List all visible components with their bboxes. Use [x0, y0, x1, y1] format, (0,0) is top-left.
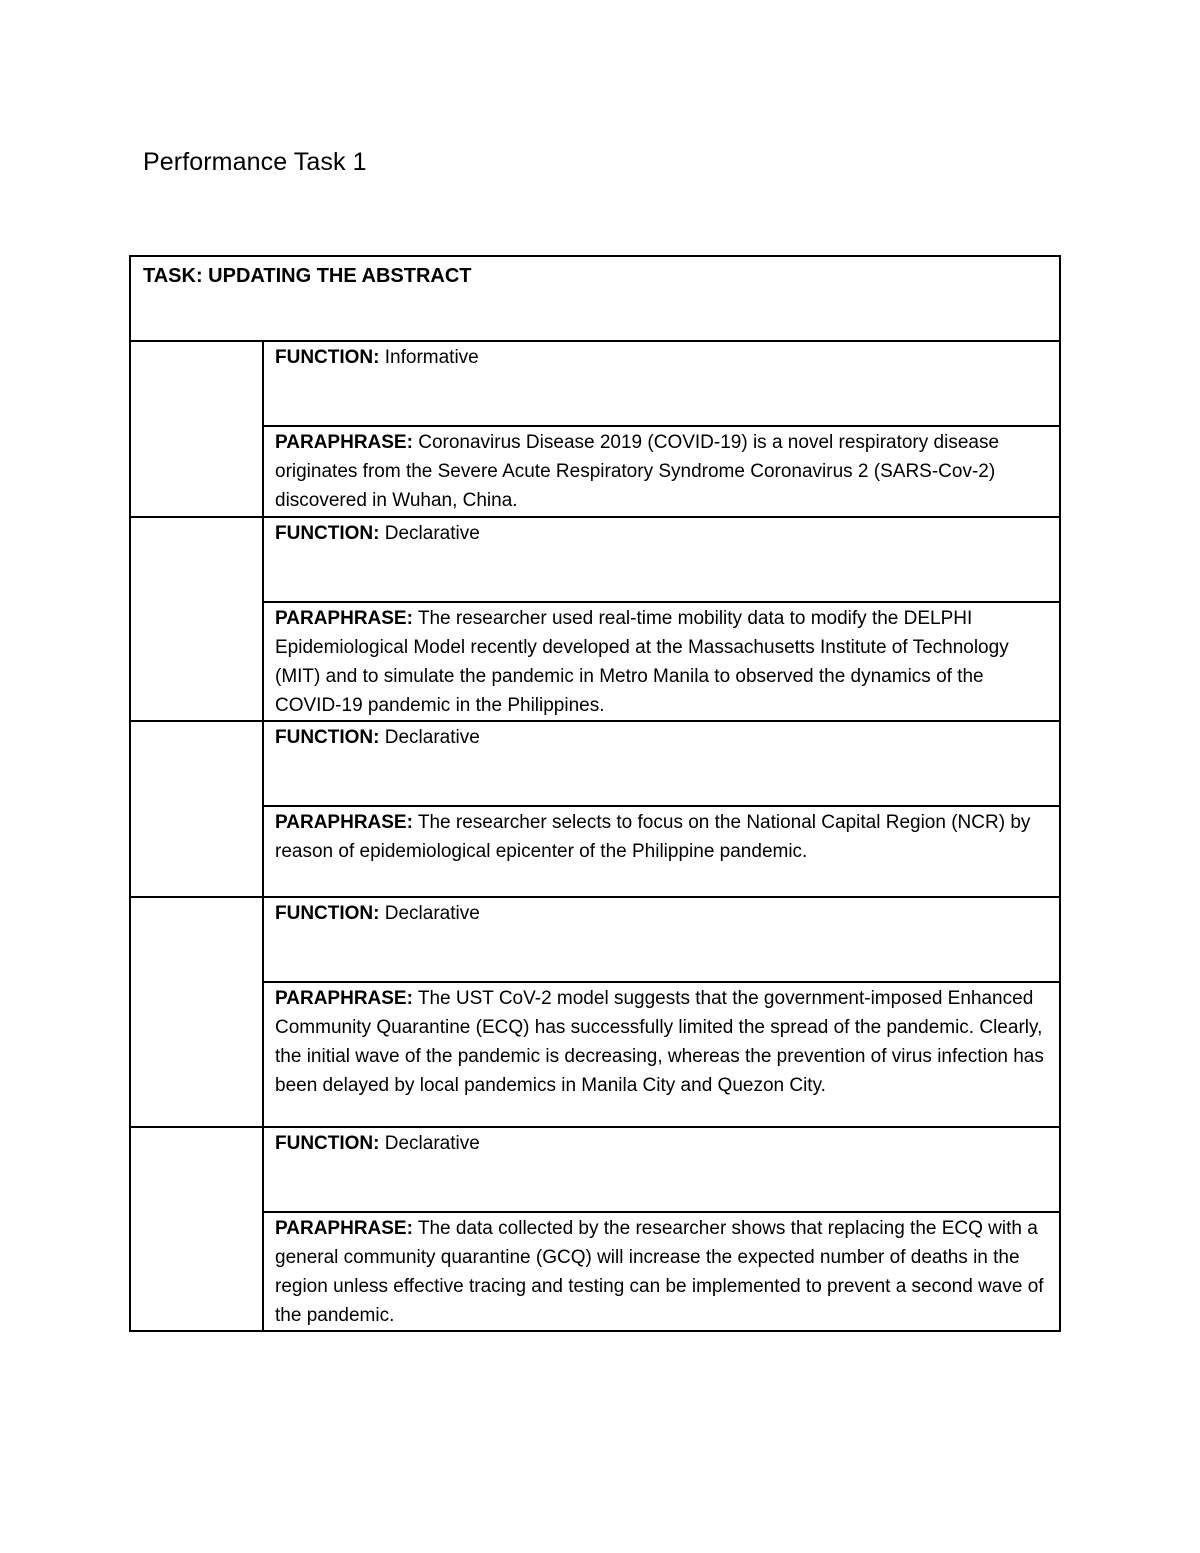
paraphrase-label: PARAPHRASE: [275, 1218, 413, 1239]
function-cell [263, 897, 1060, 982]
table-row [130, 982, 1060, 1127]
paraphrase-cell [263, 806, 1060, 897]
row-label-cell [130, 897, 263, 1127]
paraphrase-value: Coronavirus Disease 2019 (COVID-19) is a novel respiratory disease originates from the Severe Acute Respiratory Syndrome Coronavirus 2 (SARS-Cov-2) discovered in Wuhan, China. [275, 432, 1000, 511]
table-row [130, 1212, 1060, 1331]
function-label: FUNCTION: [275, 523, 380, 544]
table-row [130, 897, 1060, 982]
function-label: FUNCTION: [275, 727, 380, 748]
paraphrase-cell [263, 426, 1060, 517]
function-label: FUNCTION: [275, 903, 380, 924]
function-label: FUNCTION: [275, 1133, 380, 1154]
paraphrase-cell [263, 602, 1060, 721]
page-title: Performance Task 1 [143, 148, 367, 176]
function-cell [263, 1127, 1060, 1212]
function-cell [263, 721, 1060, 806]
function-value: Informative [384, 347, 479, 368]
function-value: Declarative [384, 1133, 480, 1154]
function-value: Declarative [384, 523, 480, 544]
table-row [130, 806, 1060, 897]
paraphrase-label: PARAPHRASE: [275, 432, 413, 453]
paraphrase-value: The UST CoV-2 model suggests that the government-imposed Enhanced Community Quarantine (ECQ) has successfully limited the spread of the pandemic. Clearly, the initial wave of the pandemic is decreasing, whereas the prevention of virus infection has been delayed by local pandemics in Manila City and Quezon City. [275, 988, 1044, 1096]
table-header-row [130, 256, 1060, 341]
function-label: FUNCTION: [275, 347, 380, 368]
paraphrase-label: PARAPHRASE: [275, 812, 413, 833]
row-label-cell [130, 341, 263, 517]
function-value: Declarative [384, 727, 480, 748]
paraphrase-cell [263, 982, 1060, 1127]
table-row [130, 341, 1060, 426]
row-label-cell [130, 517, 263, 721]
table-row [130, 426, 1060, 517]
paraphrase-value: The researcher used real-time mobility data to modify the DELPHI Epidemiological Model recently developed at the Massachusetts Institute of Technology (MIT) and to simulate the pandemic in Metro Manila to observed the dynamics of the COVID-19 pandemic in the Philippines. [275, 608, 1009, 716]
function-cell [263, 341, 1060, 426]
row-label-cell [130, 1127, 263, 1331]
table-header-cell [130, 256, 1060, 341]
function-cell [263, 517, 1060, 602]
table-header-text: TASK: UPDATING THE ABSTRACT [143, 265, 472, 287]
paraphrase-cell [263, 1212, 1060, 1331]
row-label-cell [130, 721, 263, 897]
table-row [130, 602, 1060, 721]
table-row [130, 517, 1060, 602]
function-value: Declarative [384, 903, 480, 924]
table-row [130, 721, 1060, 806]
task-table [129, 255, 1061, 1332]
table-row [130, 1127, 1060, 1212]
paraphrase-label: PARAPHRASE: [275, 608, 413, 629]
paraphrase-value: The researcher selects to focus on the National Capital Region (NCR) by reason of epidemiological epicenter of the Philippine pandemic. [275, 812, 1031, 862]
paraphrase-value: The data collected by the researcher shows that replacing the ECQ with a general community quarantine (GCQ) will increase the expected number of deaths in the region unless effective tracing and testing can be implemented to prevent a second wave of the pandemic. [275, 1218, 1044, 1326]
paraphrase-label: PARAPHRASE: [275, 988, 413, 1009]
